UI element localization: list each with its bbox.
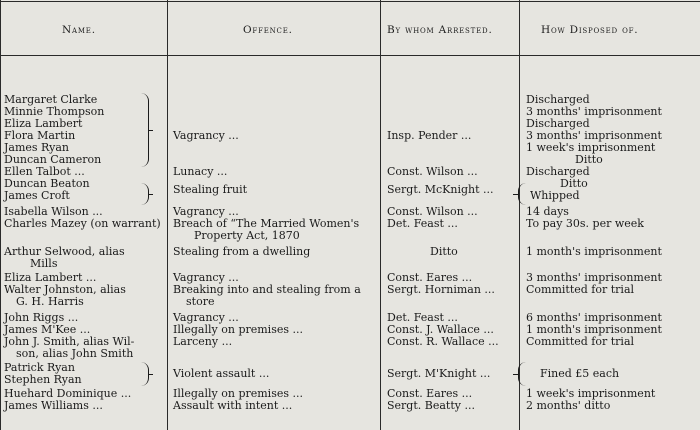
arrested-by-cell: Const. Wilson ... [387,165,478,178]
name-cell: Arthur Selwood, alias [4,245,125,258]
disposal-cell: 6 months' imprisonment [526,311,662,324]
name-cell: Charles Mazey (on warrant) [4,217,161,230]
table-row [0,154,700,166]
arrested-by-cell: Det. Feast ... [387,217,458,230]
offence-cell: Vagrancy ... [173,205,239,218]
table-row [0,348,700,360]
offence-cell: Lunacy ... [173,165,228,178]
table-row [0,258,700,270]
offence-cell: Vagrancy ... [173,129,239,142]
arrested-by-cell: Const. Wilson ... [387,205,478,218]
offence-cell: Illegally on premises ... [173,387,303,400]
offence-cell: Illegally on premises ... [173,323,303,336]
name-cell: James Williams ... [4,399,103,412]
offence-cell: Property Act, 1870 [194,229,300,242]
disposal-cell: 1 month's imprisonment [526,323,662,336]
offence-cell: Breach of “The Married Women's [173,217,360,230]
table-row [0,284,700,296]
name-cell: Flora Martin [4,129,76,142]
name-cell: Eliza Lambert [4,117,83,130]
offence-cell: Stealing from a dwelling [173,245,311,258]
table-row [0,106,700,118]
arrested-by-cell: Insp. Pender ... [387,129,472,142]
name-cell: Eliza Lambert ... [4,271,97,284]
header-rule [0,55,700,56]
disposal-cell: Discharged [526,117,590,130]
disposal-cell: 1 week's imprisonment [526,387,656,400]
name-cell: Mills [30,257,58,270]
name-cell: Walter Johnston, alias [4,283,126,296]
disposal-cell: 3 months' imprisonment [526,129,662,142]
name-cell: Patrick Ryan [4,361,75,374]
name-cell: John Riggs ... [4,311,79,324]
name-cell: James M'Kee ... [4,323,91,336]
table-row [0,190,700,202]
table-row [0,166,700,178]
disposal-cell: Ditto [575,153,603,166]
disposal-cell: Committed for trial [526,283,635,296]
name-cell: Minnie Thompson [4,105,105,118]
offence-cell: Vagrancy ... [173,311,239,324]
arrested-by-cell: Sergt. Beatty ... [387,399,475,412]
disposal-cell: 3 months' imprisonment [526,271,662,284]
name-cell: Margaret Clarke [4,93,98,106]
disposal-cell: 14 days [526,205,569,218]
header-offence: Offence. [243,24,293,36]
disposal-cell: 1 month's imprisonment [526,245,662,258]
table-row [0,230,700,242]
name-cell: Duncan Beaton [4,177,90,190]
name-cell: Isabella Wilson ... [4,205,103,218]
name-cell: Ellen Talbot ... [4,165,85,178]
name-cell: Duncan Cameron [4,153,102,166]
disposal-cell: To pay 30s. per week [526,217,644,230]
offence-cell: Larceny ... [173,335,233,348]
table-row [0,218,700,230]
name-cell: Huehard Dominique ... [4,387,132,400]
table-row [0,296,700,308]
offence-cell: Stealing fruit [173,183,248,196]
disposal-cell: Fined £5 each [540,367,620,380]
name-cell: son, alias John Smith [16,347,134,360]
disposal-cell: Committed for trial [526,335,635,348]
name-cell: Stephen Ryan [4,373,82,386]
disposal-cell: Whipped [530,189,580,202]
arrested-by-cell: Sergt. Horniman ... [387,283,495,296]
disposal-cell: 3 months' imprisonment [526,105,662,118]
table-row [0,246,700,258]
name-cell: G. H. Harris [16,295,84,308]
arrested-by-cell: Const. Eares ... [387,271,473,284]
arrested-by-cell: Sergt. M'Knight ... [387,367,491,380]
header-name: Name. [62,24,96,36]
arrested-by-cell: Const. R. Wallace ... [387,335,499,348]
arrested-by-cell: Sergt. McKnight ... [387,183,494,196]
disposal-cell: 1 week's imprisonment [526,141,656,154]
header-disposed: How Disposed of. [541,24,639,36]
offence-cell: Assault with intent ... [173,399,293,412]
offence-cell: store [186,295,215,308]
arrested-by-cell: Const. Eares ... [387,387,473,400]
disposal-cell: 2 months' ditto [526,399,611,412]
top-rule [0,1,700,2]
offence-cell: Violent assault ... [173,367,270,380]
disposal-cell: Discharged [526,93,590,106]
arrested-by-cell: Det. Feast ... [387,311,458,324]
name-cell: James Croft [4,189,70,202]
offence-cell: Vagrancy ... [173,271,239,284]
name-cell: James Ryan [4,141,69,154]
arrested-by-cell: Ditto [430,245,458,258]
table-row [0,400,700,412]
offence-cell: Breaking into and stealing from a [173,283,361,296]
name-cell: John J. Smith, alias Wil- [4,335,135,348]
disposal-cell: Ditto [560,177,588,190]
header-by-whom: By whom Arrested. [387,24,493,36]
disposal-cell: Discharged [526,165,590,178]
arrested-by-cell: Const. J. Wallace ... [387,323,494,336]
